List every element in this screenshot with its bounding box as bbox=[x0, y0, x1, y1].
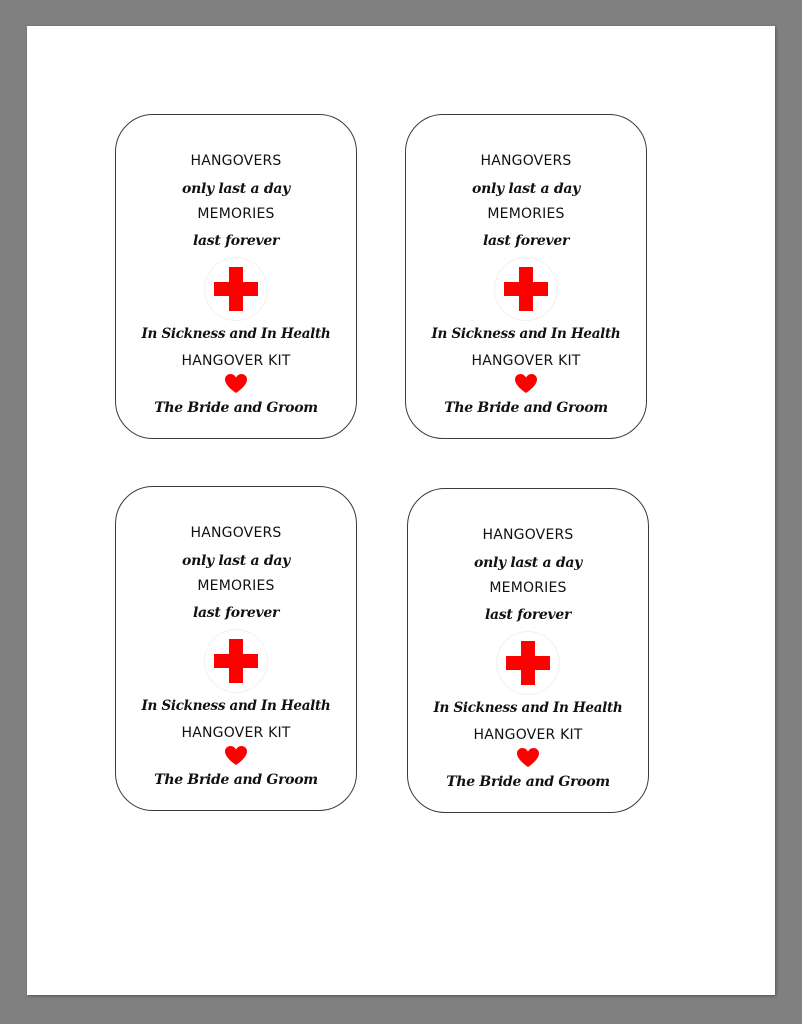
card-tagline: In Sickness and In Health bbox=[433, 700, 623, 716]
heart-icon bbox=[224, 373, 248, 394]
red-cross-icon bbox=[495, 258, 557, 320]
card-subtext: last forever bbox=[192, 605, 280, 621]
card-heading: HANGOVERS bbox=[190, 153, 282, 169]
heart-icon bbox=[224, 745, 248, 766]
card-heading: HANGOVERS bbox=[480, 153, 572, 169]
card-subtext: last forever bbox=[484, 607, 572, 623]
label-card-1 bbox=[115, 114, 357, 439]
card-tagline: In Sickness and In Health bbox=[141, 698, 331, 714]
label-card-3 bbox=[115, 486, 357, 811]
card-title: HANGOVER KIT bbox=[181, 353, 291, 369]
card-title: HANGOVER KIT bbox=[181, 725, 291, 741]
card-title: HANGOVER KIT bbox=[471, 353, 581, 369]
card-subtext: only last a day bbox=[472, 181, 580, 197]
card-heading: HANGOVERS bbox=[190, 525, 282, 541]
card-signature: The Bride and Groom bbox=[444, 400, 608, 416]
card-tagline: In Sickness and In Health bbox=[141, 326, 331, 342]
card-signature: The Bride and Groom bbox=[154, 400, 318, 416]
card-heading: HANGOVERS bbox=[482, 527, 574, 543]
card-heading: MEMORIES bbox=[487, 206, 565, 222]
card-signature: The Bride and Groom bbox=[154, 772, 318, 788]
label-card-2 bbox=[405, 114, 647, 439]
red-cross-icon bbox=[205, 630, 267, 692]
card-subtext: last forever bbox=[482, 233, 570, 249]
red-cross-icon bbox=[497, 632, 559, 694]
card-heading: MEMORIES bbox=[197, 578, 275, 594]
card-subtext: only last a day bbox=[182, 181, 290, 197]
label-card-4 bbox=[407, 488, 649, 813]
card-signature: The Bride and Groom bbox=[446, 774, 610, 790]
card-tagline: In Sickness and In Health bbox=[431, 326, 621, 342]
red-cross-icon bbox=[205, 258, 267, 320]
card-heading: MEMORIES bbox=[197, 206, 275, 222]
card-heading: MEMORIES bbox=[489, 580, 567, 596]
heart-icon bbox=[514, 373, 538, 394]
heart-icon bbox=[516, 747, 540, 768]
card-subtext: last forever bbox=[192, 233, 280, 249]
card-title: HANGOVER KIT bbox=[473, 727, 583, 743]
document-page bbox=[27, 26, 775, 995]
card-subtext: only last a day bbox=[182, 553, 290, 569]
card-subtext: only last a day bbox=[474, 555, 582, 571]
